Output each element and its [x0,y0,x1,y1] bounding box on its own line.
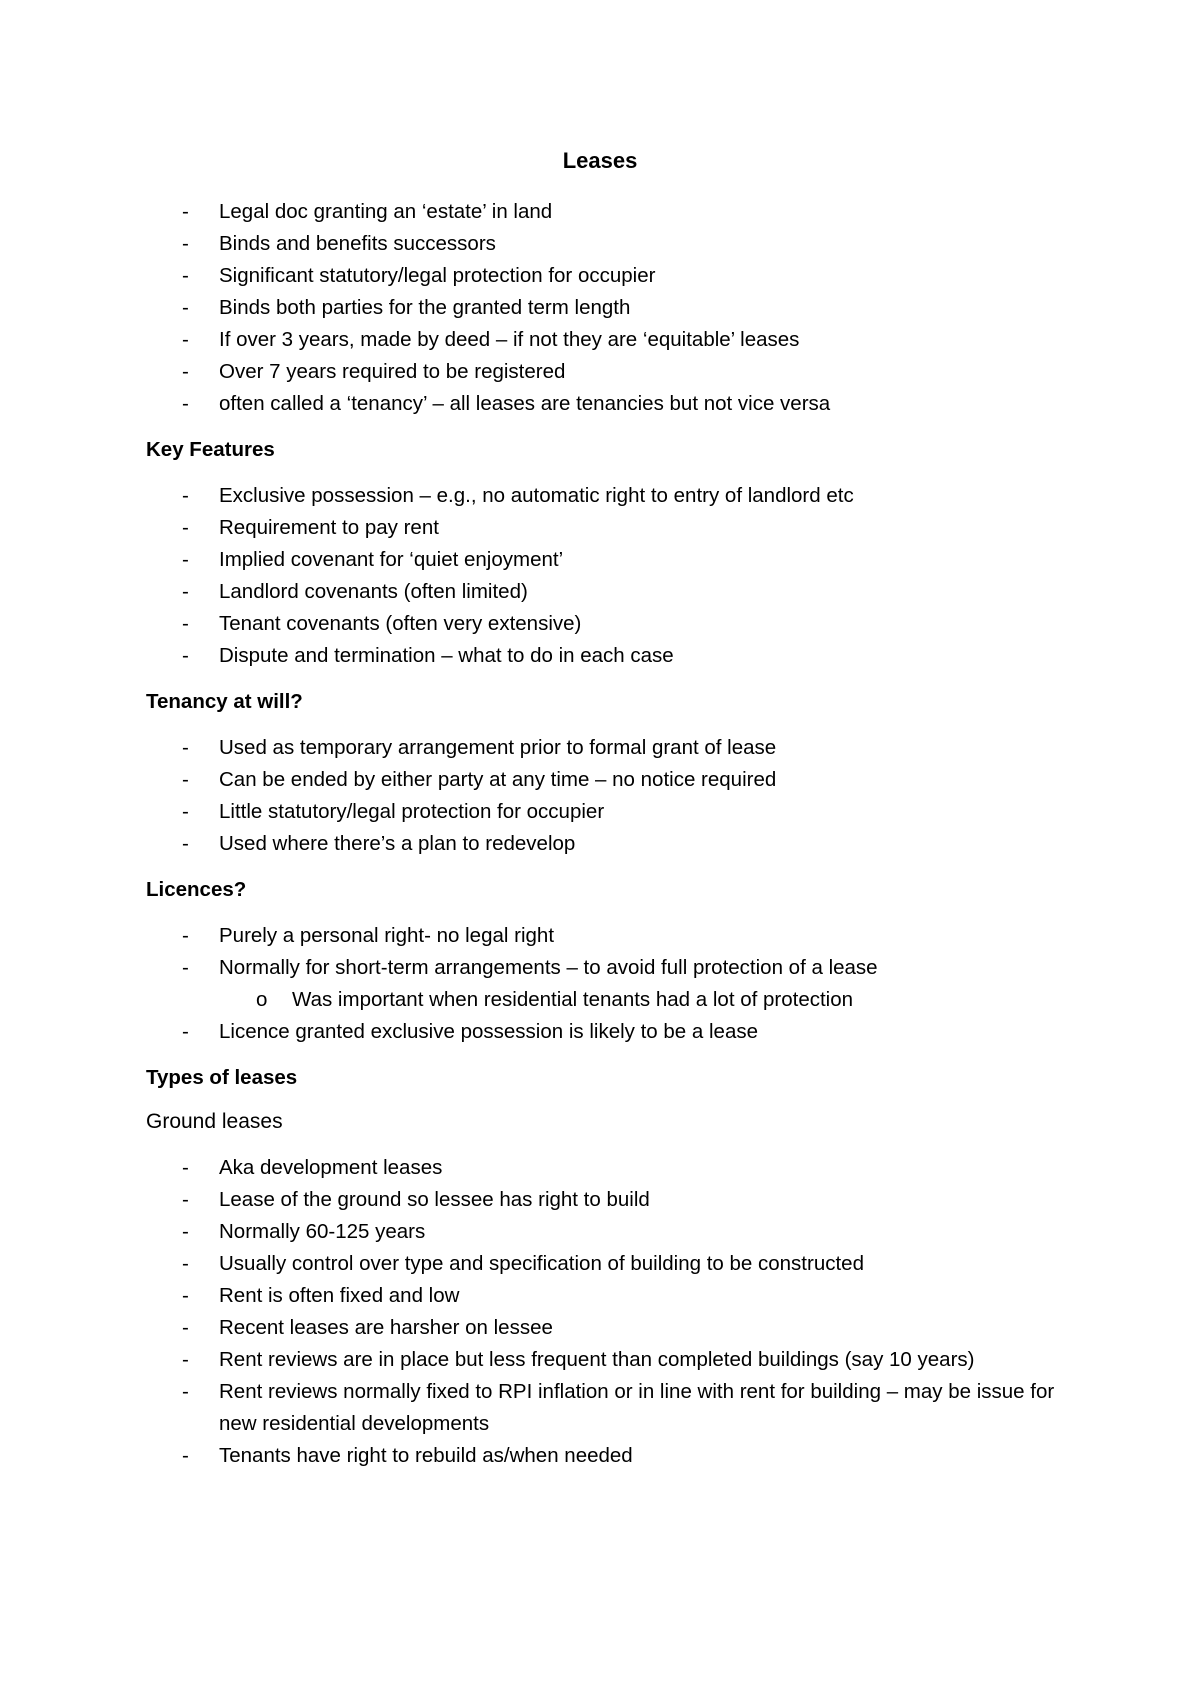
dash-bullet: - [182,1316,189,1339]
list-item [146,292,1076,324]
list-item-text: Used as temporary arrangement prior to formal grant of lease [219,736,777,759]
list-item [146,1152,1076,1184]
list-item [146,1376,1076,1440]
section-heading-tenancy-at-will: Tenancy at will? [146,690,303,713]
list-item-text: Rent reviews are in place but less frequent than completed buildings (say 10 years) [219,1348,975,1371]
licences-sub-list [146,984,1076,1016]
list-item [146,576,1076,608]
list-item [146,764,1076,796]
list-item [146,512,1076,544]
list-item-text: Little statutory/legal protection for occupier [219,800,605,823]
intro-list [146,196,1076,420]
list-item-text: Legal doc granting an ‘estate’ in land [219,200,553,223]
dash-bullet: - [182,1020,189,1043]
list-item [146,228,1076,260]
list-item-text: Aka development leases [219,1156,443,1179]
dash-bullet: - [182,1348,189,1371]
list-item-text: Implied covenant for ‘quiet enjoyment’ [219,548,564,571]
list-item-text: Over 7 years required to be registered [219,360,566,383]
list-item [146,608,1076,640]
list-item [146,640,1076,672]
list-item [146,920,1076,952]
dash-bullet: - [182,1284,189,1307]
dash-bullet: - [182,232,189,255]
sub-list-item [146,984,1076,1016]
list-item-text: Significant statutory/legal protection for occupier [219,264,656,287]
dash-bullet: - [182,1220,189,1243]
list-item-text: often called a ‘tenancy’ – all leases are tenancies but not vice versa [219,392,831,415]
dash-bullet: - [182,956,189,979]
dash-bullet: - [182,360,189,383]
tenancy-at-will-list [146,732,1076,860]
list-item [146,1344,1076,1376]
list-item [146,732,1076,764]
list-item [146,480,1076,512]
dash-bullet: - [182,1444,189,1467]
list-item-text: Used where there’s a plan to redevelop [219,832,576,855]
list-item [146,196,1076,228]
list-item-text: Usually control over type and specification of building to be constructed [219,1252,864,1275]
list-item-text: Exclusive possession – e.g., no automatic right to entry of landlord etc [219,484,854,507]
dash-bullet: - [182,392,189,415]
list-item-text: Binds both parties for the granted term length [219,296,631,319]
list-item-text: Requirement to pay rent [219,516,439,539]
list-item-text: Can be ended by either party at any time – no notice required [219,768,777,791]
ground-leases-list [146,1152,1076,1472]
list-item [146,828,1076,860]
list-item [146,1016,1076,1048]
list-item-text: Lease of the ground so lessee has right to build [219,1188,650,1211]
dash-bullet: - [182,800,189,823]
dash-bullet: - [182,484,189,507]
circle-bullet: o [256,988,268,1011]
list-item [146,1184,1076,1216]
dash-bullet: - [182,296,189,319]
dash-bullet: - [182,264,189,287]
licences-list-continued [146,1016,1076,1048]
dash-bullet: - [182,580,189,603]
section-heading-licences: Licences? [146,878,247,901]
list-item-text: Rent reviews normally fixed to RPI inflation or in line with rent for building – may be issue for new residential developments [219,1380,1055,1435]
dash-bullet: - [182,328,189,351]
list-item-text: Dispute and termination – what to do in each case [219,644,674,667]
document-body [146,196,1076,1472]
dash-bullet: - [182,1156,189,1179]
dash-bullet: - [182,516,189,539]
list-item-text: Binds and benefits successors [219,232,496,255]
key-features-list [146,480,1076,672]
list-item-text: Purely a personal right- no legal right [219,924,555,947]
list-item-text: Rent is often fixed and low [219,1284,460,1307]
list-item-text: Tenants have right to rebuild as/when needed [219,1444,633,1467]
list-item-text: Tenant covenants (often very extensive) [219,612,582,635]
dash-bullet: - [182,924,189,947]
list-item [146,388,1076,420]
dash-bullet: - [182,1380,189,1403]
list-item [146,356,1076,388]
dash-bullet: - [182,832,189,855]
dash-bullet: - [182,736,189,759]
section-heading-key-features: Key Features [146,438,275,461]
list-item-text: Landlord covenants (often limited) [219,580,528,603]
sub-list-item-text: Was important when residential tenants had a lot of protection [292,988,854,1011]
list-item [146,1248,1076,1280]
list-item [146,1312,1076,1344]
list-item [146,324,1076,356]
subsection-heading-ground-leases: Ground leases [146,1110,283,1133]
dash-bullet: - [182,1252,189,1275]
list-item [146,1440,1076,1472]
list-item [146,544,1076,576]
list-item [146,1280,1076,1312]
list-item [146,1216,1076,1248]
list-item-text: Normally 60-125 years [219,1220,426,1243]
list-item [146,796,1076,828]
section-heading-types-of-leases: Types of leases [146,1066,298,1089]
list-item-text: Licence granted exclusive possession is likely to be a lease [219,1020,758,1043]
dash-bullet: - [182,768,189,791]
dash-bullet: - [182,644,189,667]
licences-list [146,920,1076,984]
page-title: Leases [562,148,638,173]
list-item-text: Recent leases are harsher on lessee [219,1316,553,1339]
dash-bullet: - [182,200,189,223]
list-item [146,260,1076,292]
dash-bullet: - [182,1188,189,1211]
list-item [146,952,1076,984]
dash-bullet: - [182,548,189,571]
dash-bullet: - [182,612,189,635]
list-item-text: Normally for short-term arrangements – to avoid full protection of a lease [219,956,878,979]
list-item-text: If over 3 years, made by deed – if not they are ‘equitable’ leases [219,328,800,351]
